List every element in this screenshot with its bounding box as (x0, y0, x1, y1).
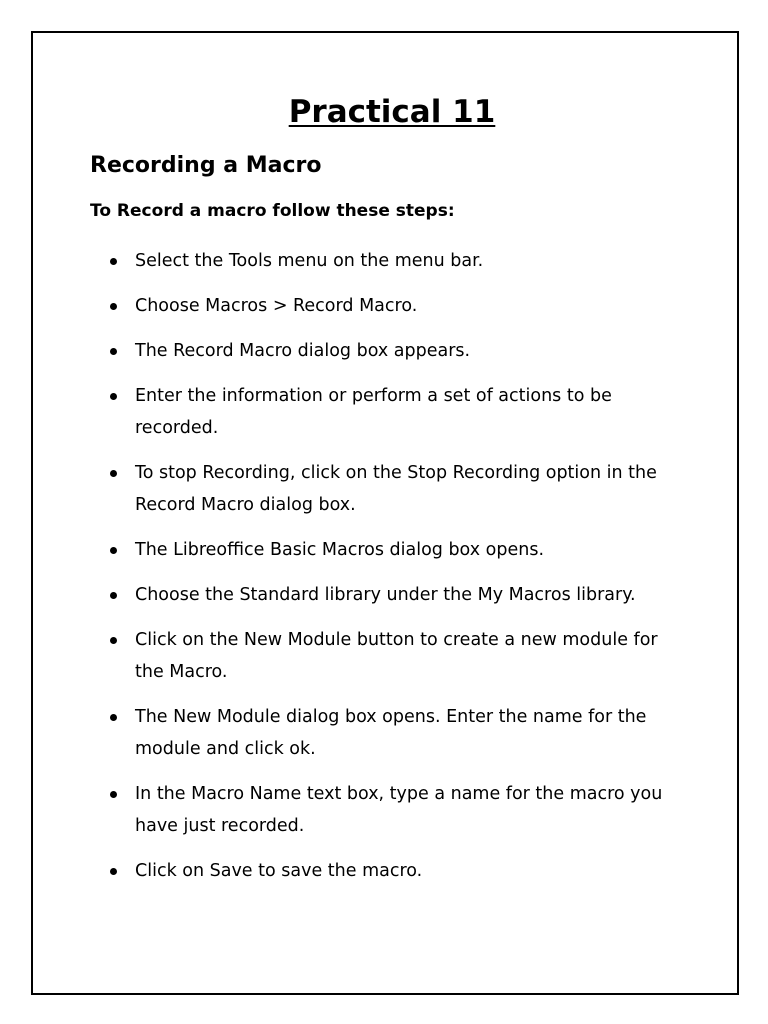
step-text: The New Module dialog box opens. Enter the name for the module and click ok. (135, 707, 647, 759)
list-item (90, 245, 690, 277)
steps-list (90, 245, 690, 887)
step-text: The Record Macro dialog box appears. (135, 341, 471, 361)
list-item (90, 457, 690, 521)
bullet-icon (110, 791, 117, 798)
bullet-icon (110, 470, 117, 477)
bullet-icon (110, 258, 117, 265)
step-text: In the Macro Name text box, type a name for the macro you have just recorded. (135, 784, 663, 836)
list-item (90, 290, 690, 322)
list-item (90, 534, 690, 566)
list-item (90, 778, 690, 842)
bullet-icon (110, 547, 117, 554)
bullet-icon (110, 592, 117, 599)
step-text: Enter the information or perform a set of actions to be recorded. (135, 386, 612, 438)
list-item (90, 624, 690, 688)
document-title: Practical 11 (288, 94, 496, 130)
bullet-icon (110, 393, 117, 400)
bullet-icon (110, 348, 117, 355)
section-heading: Recording a Macro (90, 153, 322, 178)
list-item (90, 701, 690, 765)
bullet-icon (110, 303, 117, 310)
bullet-icon (110, 868, 117, 875)
list-item (90, 380, 690, 444)
step-text: Click on the New Module button to create a new module for the Macro. (135, 630, 658, 682)
intro-text: To Record a macro follow these steps: (90, 201, 455, 221)
bullet-icon (110, 714, 117, 721)
list-item (90, 335, 690, 367)
step-text: Choose the Standard library under the My Macros library. (135, 585, 636, 605)
list-item (90, 855, 690, 887)
step-text: Click on Save to save the macro. (135, 861, 423, 881)
list-item (90, 579, 690, 611)
document-content (90, 90, 690, 900)
step-text: Select the Tools menu on the menu bar. (135, 251, 484, 271)
step-text: The Libreoffice Basic Macros dialog box opens. (135, 540, 545, 560)
step-text: Choose Macros > Record Macro. (135, 296, 418, 316)
bullet-icon (110, 637, 117, 644)
step-text: To stop Recording, click on the Stop Recording option in the Record Macro dialog box. (135, 463, 657, 515)
